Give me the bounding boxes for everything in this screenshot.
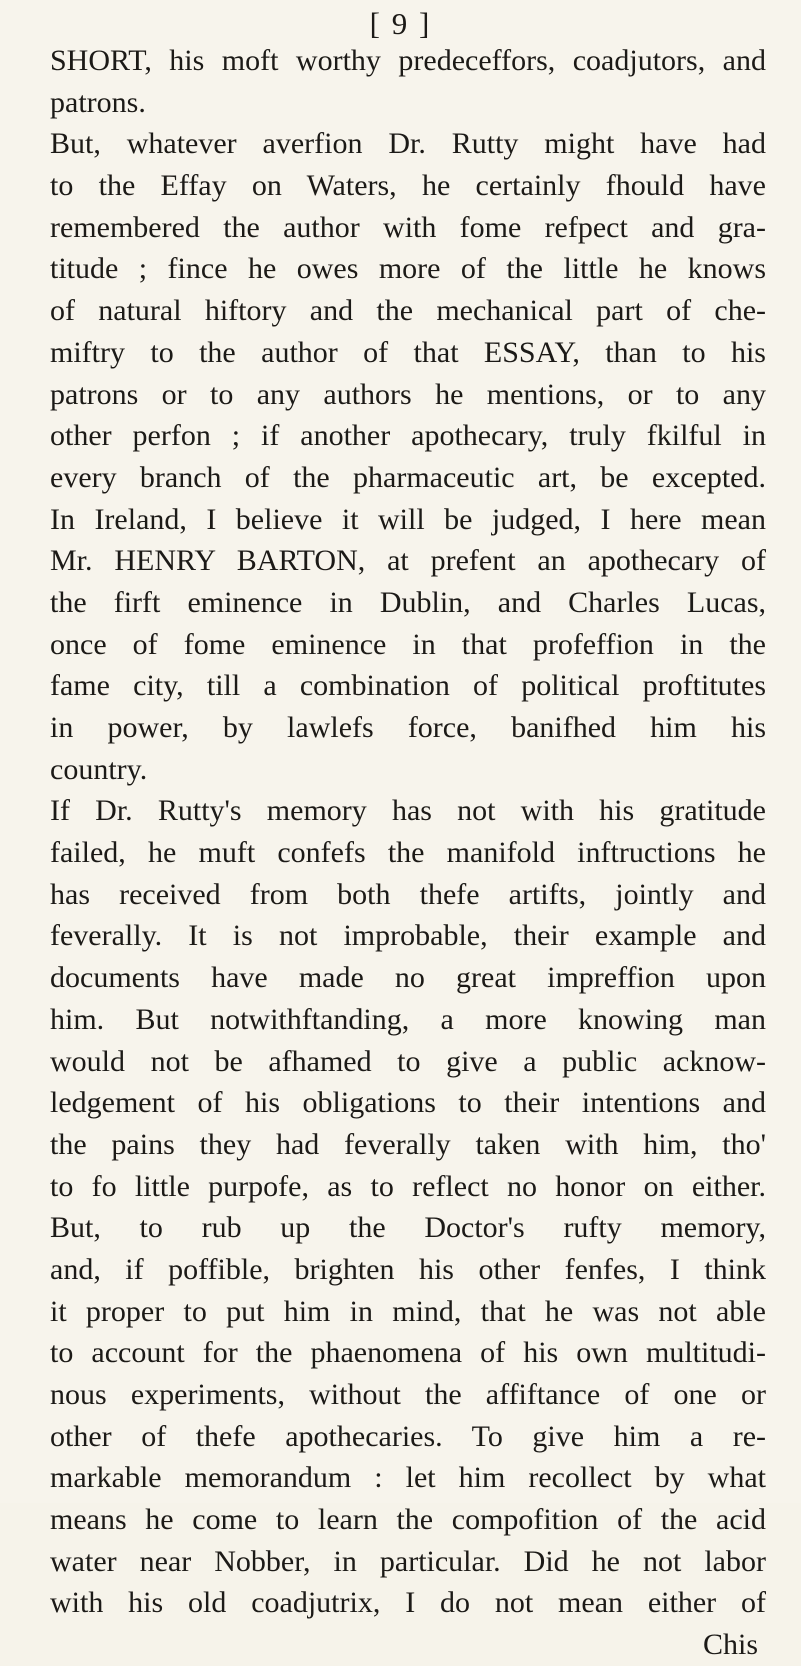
text-line: means he come to learn the compofition of the acid	[50, 1503, 766, 1537]
text-line: feverally. It is not improbable, their example and	[50, 919, 766, 953]
text-line: and, if poffible, brighten his other fenfes, I think	[50, 1252, 766, 1286]
page-number: [ 9 ]	[369, 6, 432, 41]
text-line: has received from both thefe artifts, jointly and	[50, 877, 766, 911]
text-line: other perfon ; if another apothecary, truly fkilful in	[50, 419, 766, 453]
text-line: But, whatever averfion Dr. Rutty might have had	[50, 127, 766, 161]
text-line: ledgement of his obligations to their intentions and	[50, 1086, 766, 1120]
text-line: in power, by lawlefs force, banifhed him his	[50, 711, 766, 744]
text-line: every branch of the pharmaceutic art, be excepted.	[50, 460, 766, 494]
text-line: country.	[50, 752, 148, 786]
text-line: markable memorandum : let him recollect by what	[50, 1461, 766, 1495]
text-line: to account for the phaenomena of his own multitudi-	[50, 1336, 766, 1370]
catchword: his	[722, 1628, 758, 1662]
text-line: SHORT, his moft worthy predeceffors, coadjutors, and	[50, 44, 766, 77]
text-line: of natural hiftory and the mechanical part of che-	[50, 294, 766, 328]
text-line: But, to rub up the Doctor's rufty memory,	[50, 1211, 766, 1245]
text-line: failed, he muft confefs the manifold inftructions he	[50, 836, 766, 870]
text-line: with his old coadjutrix, I do not mean either of	[50, 1586, 766, 1620]
text-line: him. But notwithftanding, a more knowing man	[50, 1002, 766, 1036]
text-line: patrons.	[50, 85, 146, 119]
text-line: to fo little purpofe, as to reflect no honor on either.	[50, 1169, 766, 1203]
text-line: the pains they had feverally taken with him, tho'	[50, 1127, 766, 1161]
text-line: In Ireland, I believe it will be judged, I here mean	[50, 502, 766, 536]
text-line: it proper to put him in mind, that he was not able	[50, 1294, 766, 1328]
text-line: remembered the author with fome refpect and gra-	[50, 210, 766, 244]
text-line: nous experiments, without the affiftance of one or	[50, 1378, 766, 1411]
text-line: other of thefe apothecaries. To give him a re-	[50, 1419, 766, 1453]
text-line: documents have made no great impreffion upon	[50, 961, 766, 995]
text-line: to the Effay on Waters, he certainly fhould have	[50, 169, 766, 203]
text-line: water near Nobber, in particular. Did he not labor	[50, 1544, 766, 1578]
text-line: the firft eminence in Dublin, and Charles Lucas,	[50, 585, 766, 619]
signature-mark: C	[702, 1628, 723, 1662]
body-text	[50, 40, 766, 1666]
text-line: If Dr. Rutty's memory has not with his gratitude	[50, 794, 766, 828]
text-line: would not be afhamed to give a public acknow-	[50, 1044, 766, 1078]
text-line: patrons or to any authors he mentions, or to any	[50, 377, 766, 411]
text-line: titude ; fince he owes more of the little he knows	[50, 252, 766, 286]
text-line: fame city, till a combination of political proftitutes	[50, 669, 766, 703]
text-line: miftry to the author of that ESSAY, than to his	[50, 335, 766, 369]
text-line: Mr. HENRY BARTON, at prefent an apothecary of	[50, 544, 766, 578]
text-line: once of fome eminence in that profeffion in the	[50, 627, 766, 661]
footer-line	[50, 1624, 766, 1666]
